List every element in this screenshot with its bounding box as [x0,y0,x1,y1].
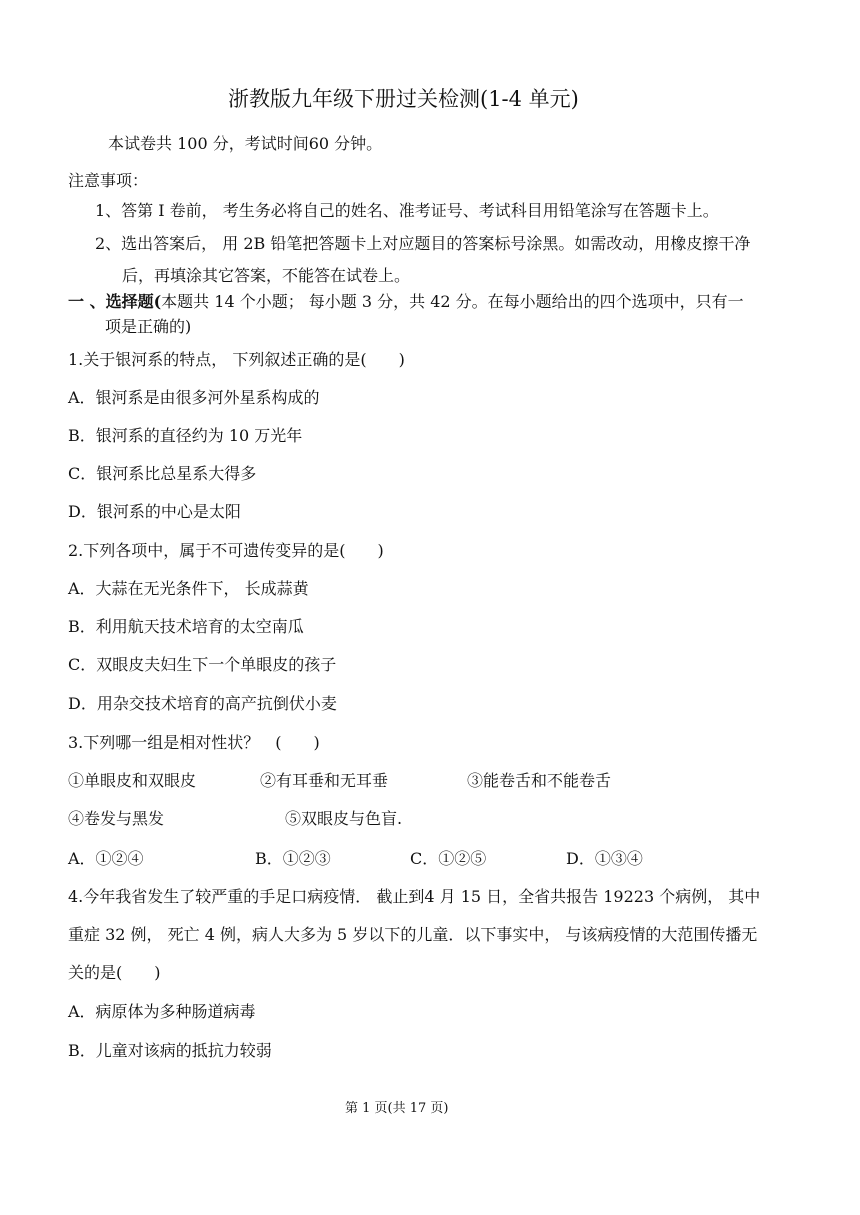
question-1-option-c: C．银河系比总星系大得多 [68,464,257,483]
question-3-option-a: A．①②④ [68,849,144,868]
notice-item-1: 1、答第 I 卷前， 考生务必将自己的姓名、准考证号、考试科目用铅笔涂写在答题卡上。 [95,201,719,220]
page-footer: 第 1 页(共 17 页) [345,1101,449,1116]
question-1-stem: 1.关于银河系的特点， 下列叙述正确的是( ) [68,350,405,369]
section-heading [68,292,744,312]
question-1-option-b: B．银河系的直径约为 10 万光年 [68,426,303,445]
question-3-option-c: C．①②⑤ [410,849,487,868]
section-description-cont: 项是正确的) [105,317,192,336]
question-4-option-a: A．病原体为多种肠道病毒 [68,1002,256,1021]
question-3-item-2: ②有耳垂和无耳垂 [260,771,389,790]
section-name: 选择题 [105,292,154,311]
question-3-stem: 3.下列哪一组是相对性状？ ( ) [68,733,320,752]
exam-title: 浙教版九年级下册过关检测(1-4 单元) [228,87,579,111]
question-4-stem-line-2: 重症 32 例， 死亡 4 例，病人大多为 5 岁以下的儿童．以下事实中， 与该病疫情的大范围传播无 [68,925,758,944]
question-2-option-d: D．用杂交技术培育的高产抗倒伏小麦 [68,694,337,713]
exam-intro: 本试卷共 100 分，考试时间60 分钟。 [108,134,383,153]
question-1-option-d: D．银河系的中心是太阳 [68,502,241,521]
notice-item-2: 2、选出答案后， 用 2B 铅笔把答题卡上对应题目的答案标号涂黑。如需改动，用橡皮擦干净 [95,234,751,253]
question-4-stem-line-1: 4.今年我省发生了较严重的手足口病疫情． 截止到4 月 15 日，全省共报告 19223 个病例， 其中 [68,887,761,906]
question-4-stem-line-3: 关的是( ) [68,963,161,982]
question-4-option-b: B．儿童对该病的抵抗力较弱 [68,1041,272,1060]
question-3-option-d: D．①③④ [566,849,643,868]
question-2-stem: 2.下列各项中，属于不可遗传变异的是( ) [68,541,384,560]
notice-item-2-cont: 后，再填涂其它答案，不能答在试卷上。 [122,266,411,285]
section-description: 本题共 14 个小题； 每小题 3 分，共 42 分。在每小题给出的四个选项中，只有一 [161,292,744,311]
question-2-option-c: C．双眼皮夫妇生下一个单眼皮的孩子 [68,655,337,674]
question-3-option-b: B．①②③ [255,849,331,868]
question-2-option-b: B．利用航天技术培育的太空南瓜 [68,617,304,636]
section-number: 一 、 [68,292,106,311]
question-3-item-5: ⑤双眼皮与色盲. [285,809,403,828]
question-1-option-a: A．银河系是由很多河外星系构成的 [68,388,320,407]
question-3-item-3: ③能卷舌和不能卷舌 [467,771,612,790]
notice-heading: 注意事项： [68,171,149,190]
question-3-item-1: ①单眼皮和双眼皮 [68,771,197,790]
section-paren: ( [153,292,162,311]
question-3-item-4: ④卷发与黑发 [68,809,165,828]
question-2-option-a: A．大蒜在无光条件下， 长成蒜黄 [68,579,309,598]
